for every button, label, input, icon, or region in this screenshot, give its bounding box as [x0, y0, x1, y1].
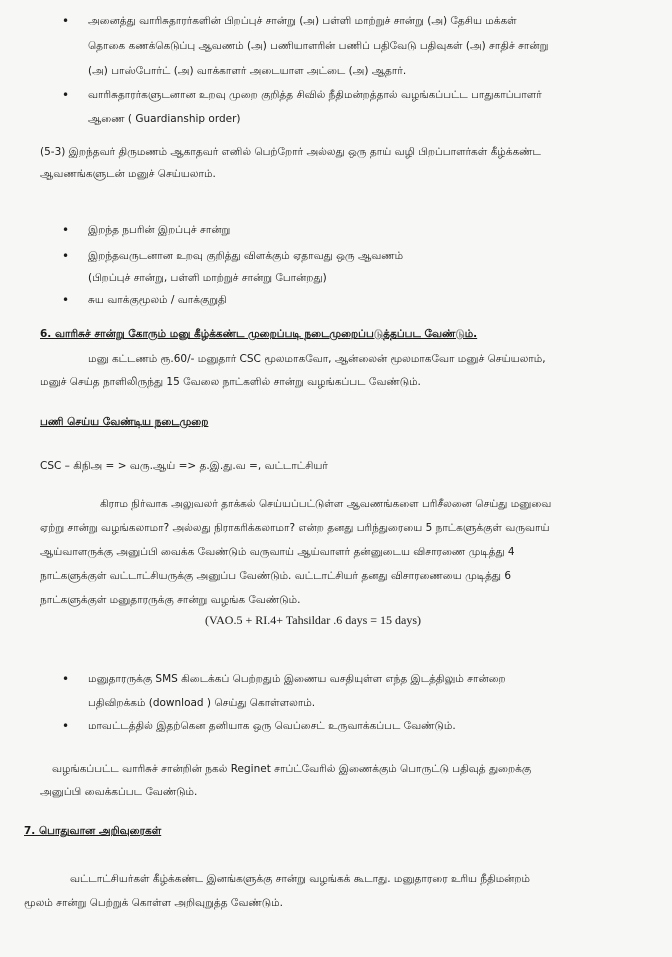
bullet-marker: • — [62, 249, 70, 263]
paragraph-line: வழங்கப்பட்ட வாரிசுச் சான்றின் நகல் Reginet சாப்ட்வேரில் இணைக்கும் பொருட்டு பதிவுத் துறைக்கு — [52, 763, 532, 775]
paragraph-line: நாட்களுக்குள் மனுதாரருக்கு சான்று வழங்க வேண்டும். — [40, 594, 301, 606]
section-heading: 7. பொதுவான அறிவுரைகள் — [24, 825, 162, 837]
bullet-marker: • — [62, 223, 70, 237]
paragraph-line: மூலம் சான்று பெற்றுக் கொள்ள அறிவுறுத்த வேண்டும். — [24, 897, 283, 909]
paragraph-line: மனு கட்டணம் ரூ.60/- மனுதார் CSC மூலமாகவோ, ஆன்லைன் மூலமாகவோ மனுச் செய்யலாம், — [88, 353, 546, 365]
text-line: மாவட்டத்தில் இதற்கென தனியாக ஒரு வெப்சைட் உருவாக்கப்பட வேண்டும். — [88, 720, 456, 732]
process-flow: CSC – கிநிஅ = > வரு.ஆய் => த.இ.து.வ =, வட்டாட்சியர் — [40, 460, 328, 472]
paragraph-line: மனுச் செய்த நாளிலிருந்து 15 வேலை நாட்களில் சான்று வழங்கப்பட வேண்டும். — [40, 376, 421, 388]
bullet-marker: • — [62, 719, 70, 733]
paragraph-line: வட்டாட்சியர்கள் கீழ்க்கண்ட இனங்களுக்கு சான்று வழங்கக் கூடாது. மனுதாரரை உரிய நீதிமன்றம் — [70, 873, 530, 885]
bullet-marker: • — [62, 88, 70, 102]
text-line: ஆணை ( Guardianship order) — [88, 113, 241, 125]
paragraph-line: (5-3) இறந்தவர் திருமணம் ஆகாதவர் எனில் பெற்றோர் அல்லது ஒரு தாய் வழி பிறப்பாளர்கள் கீழ்க்கண்ட — [40, 146, 541, 158]
text-line: இறந்த நபரின் இறப்புச் சான்று — [88, 224, 231, 236]
text-line: அனைத்து வாரிசுதாரர்களின் பிறப்புச் சான்று (அ) பள்ளி மாற்றுச் சான்று (அ) தேசிய மக்கள் — [88, 15, 517, 27]
bullet-marker: • — [62, 672, 70, 686]
paragraph-line: ஆய்வாளருக்கு அனுப்பி வைக்க வேண்டும் வருவாய் ஆய்வாளர் தன்னுடைய விசாரணை முடித்து 4 — [40, 546, 515, 558]
paragraph-line: ஏற்று சான்று வழங்கலாமா? அல்லது நிராகரிக்கலாமா? என்ற தனது பரிந்துரையை 5 நாட்களுக்குள் வருவாய் — [40, 522, 550, 534]
text-line: வாரிசுதாரர்களுடனான உறவு முறை குறித்த சிவில் நீதிமன்றத்தால் வழங்கப்பட்ட பாதுகாப்பாளர் — [88, 89, 542, 101]
section-heading: பணி செய்ய வேண்டிய நடைமுறை — [40, 416, 209, 428]
bullet-marker: • — [62, 293, 70, 307]
text-line: தொகை கணக்கெடுப்பு ஆவணம் (அ) பணியாளரின் பணிப் பதிவேடு பதிவுகள் (அ) சாதிச் சான்று — [88, 40, 549, 52]
text-line: பதிவிறக்கம் (download ) செய்து கொள்ளலாம். — [88, 697, 316, 709]
bullet-marker: • — [62, 14, 70, 28]
paragraph-line: அனுப்பி வைக்கப்பட வேண்டும். — [40, 786, 198, 798]
text-line: சுய வாக்குமூலம் / வாக்குறுதி — [88, 294, 227, 306]
days-formula: (VAO.5 + RI.4+ Tahsildar .6 days = 15 days) — [205, 613, 421, 627]
paragraph-line: கிராம நிர்வாக அலுவலர் தாக்கல் செய்யப்பட்டுள்ள ஆவணங்களை பரிசீலனை செய்து மனுவை — [100, 498, 552, 510]
paragraph-line: ஆவணங்களுடன் மனுச் செய்யலாம். — [40, 168, 216, 180]
text-line: (அ) பாஸ்போர்ட் (அ) வாக்காளர் அடையாள அட்டை (அ) ஆதார். — [88, 65, 407, 77]
paragraph-line: நாட்களுக்குள் வட்டாட்சியருக்கு அனுப்ப வேண்டும். வட்டாட்சியர் தனது விசாரணையை முடித்து 6 — [40, 570, 512, 582]
text-line: மனுதாரருக்கு SMS கிடைக்கப் பெற்றதும் இணைய வசதியுள்ள எந்த இடத்திலும் சான்றை — [88, 673, 506, 685]
text-line: இறந்தவருடனான உறவு குறித்து விளக்கும் ஏதாவது ஒரு ஆவணம் — [88, 250, 404, 262]
text-line: (பிறப்புச் சான்று, பள்ளி மாற்றுச் சான்று போன்றது) — [88, 272, 327, 284]
section-heading: 6. வாரிசுச் சான்று கோரும் மனு கீழ்க்கண்ட முறைப்படி நடைமுறைப்படுத்தப்பட வேண்டும். — [40, 328, 478, 340]
